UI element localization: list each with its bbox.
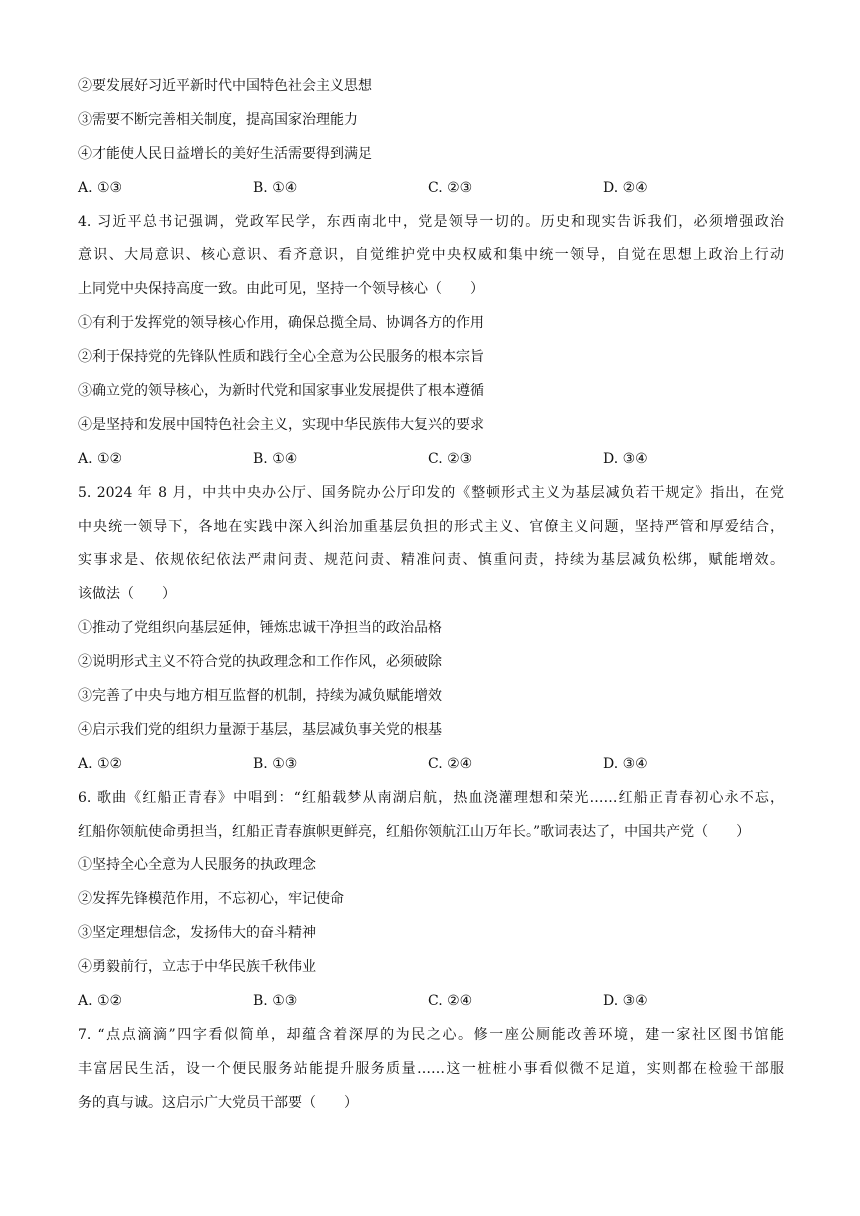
- question-stem: 实事求是、依规依纪依法严肃问责、规范问责、精准问责、慎重问责，持续为基层减负松绑，赋能增效。: [78, 552, 784, 569]
- option-a: A. ①②: [78, 450, 123, 467]
- question-stem: 5. 2024 年 8 月，中共中央办公厅、国务院办公厅印发的《整顿形式主义为基层减负若干规定》指出，在党: [78, 484, 784, 501]
- statement: ④启示我们党的组织力量源于基层，基层减负事关党的根基: [78, 721, 442, 738]
- question-stem: 红船你领航使命勇担当，红船正青春旗帜更鲜亮，红船你领航江山万年长。”歌词表达了，中国共产党（ ）: [78, 823, 751, 840]
- statement: ③坚定理想信念，发扬伟大的奋斗精神: [78, 925, 316, 942]
- answer-options: [78, 985, 784, 1019]
- option-c: C. ②④: [428, 755, 473, 772]
- option-c: C. ②③: [428, 450, 473, 467]
- statement: ③完善了中央与地方相互监督的机制，持续为减负赋能增效: [78, 688, 442, 705]
- question-stem: 务的真与诚。这启示广大党员干部要（ ）: [78, 1094, 358, 1111]
- exam-page: [78, 70, 784, 1121]
- question-stem: 该做法（ ）: [78, 586, 176, 603]
- statement: ①坚持全心全意为人民服务的执政理念: [78, 857, 316, 874]
- statement: ②说明形式主义不符合党的执政理念和工作作风，必须破除: [78, 654, 442, 671]
- question-stem: 中央统一领导下，各地在实践中深入纠治加重基层负担的形式主义、官僚主义问题，坚持严管和厚爱结合，: [78, 518, 784, 535]
- question-stem: 丰富居民生活，设一个便民服务站能提升服务质量……这一桩桩小事看似微不足道，实则都在检验干部服: [78, 1060, 784, 1077]
- question-3-tail: [78, 70, 784, 206]
- option-a: A. ①②: [78, 993, 123, 1010]
- statement: ①推动了党组织向基层延伸，锤炼忠诚干净担当的政治品格: [78, 620, 442, 637]
- answer-options: [78, 172, 784, 206]
- question-5: [78, 477, 784, 782]
- question-stem: 4. 习近平总书记强调，党政军民学，东西南北中，党是领导一切的。历史和现实告诉我们，必须增强政治: [78, 213, 784, 230]
- statement: ②发挥先锋模范作用，不忘初心，牢记使命: [78, 891, 344, 908]
- statement: ②要发展好习近平新时代中国特色社会主义思想: [78, 78, 372, 94]
- option-c: C. ②③: [428, 179, 473, 196]
- statement: ③确立党的领导核心，为新时代党和国家事业发展提供了根本遵循: [78, 383, 484, 400]
- question-7: [78, 1019, 784, 1121]
- option-a: A. ①③: [78, 179, 123, 196]
- option-d: D. ③④: [603, 755, 648, 772]
- option-b: B. ①④: [253, 179, 298, 196]
- option-d: D. ③④: [603, 993, 648, 1010]
- question-6: [78, 782, 784, 1019]
- statement: ①有利于发挥党的领导核心作用，确保总揽全局、协调各方的作用: [78, 315, 484, 332]
- option-b: B. ①③: [253, 755, 298, 772]
- option-b: B. ①③: [253, 993, 298, 1010]
- statement: ②利于保持党的先锋队性质和践行全心全意为公民服务的根本宗旨: [78, 349, 484, 366]
- option-d: D. ②④: [603, 179, 648, 196]
- answer-options: [78, 443, 784, 477]
- statement: ③需要不断完善相关制度，提高国家治理能力: [78, 111, 358, 128]
- statement: ④勇毅前行，立志于中华民族千秋伟业: [78, 959, 316, 976]
- statement: ④是坚持和发展中国特色社会主义，实现中华民族伟大复兴的要求: [78, 416, 484, 433]
- option-b: B. ①④: [253, 450, 298, 467]
- question-4: [78, 206, 784, 477]
- question-stem: 7. “点点滴滴”四字看似简单，却蕴含着深厚的为民之心。修一座公厕能改善环境，建一家社区图书馆能: [78, 1026, 784, 1043]
- question-stem: 上同党中央保持高度一致。由此可见，坚持一个领导核心（ ）: [78, 281, 484, 298]
- question-stem: 6. 歌曲《红船正青春》中唱到：“红船载梦从南湖启航，热血浇灌理想和荣光……红船正青春初心永不忘，: [78, 789, 784, 806]
- option-a: A. ①②: [78, 755, 123, 772]
- statement: ④才能使人民日益增长的美好生活需要得到满足: [78, 145, 372, 162]
- answer-options: [78, 748, 784, 782]
- option-d: D. ③④: [603, 450, 648, 467]
- option-c: C. ②④: [428, 993, 473, 1010]
- question-stem: 意识、大局意识、核心意识、看齐意识，自觉维护党中央权威和集中统一领导，自觉在思想上政治上行动: [78, 247, 784, 264]
